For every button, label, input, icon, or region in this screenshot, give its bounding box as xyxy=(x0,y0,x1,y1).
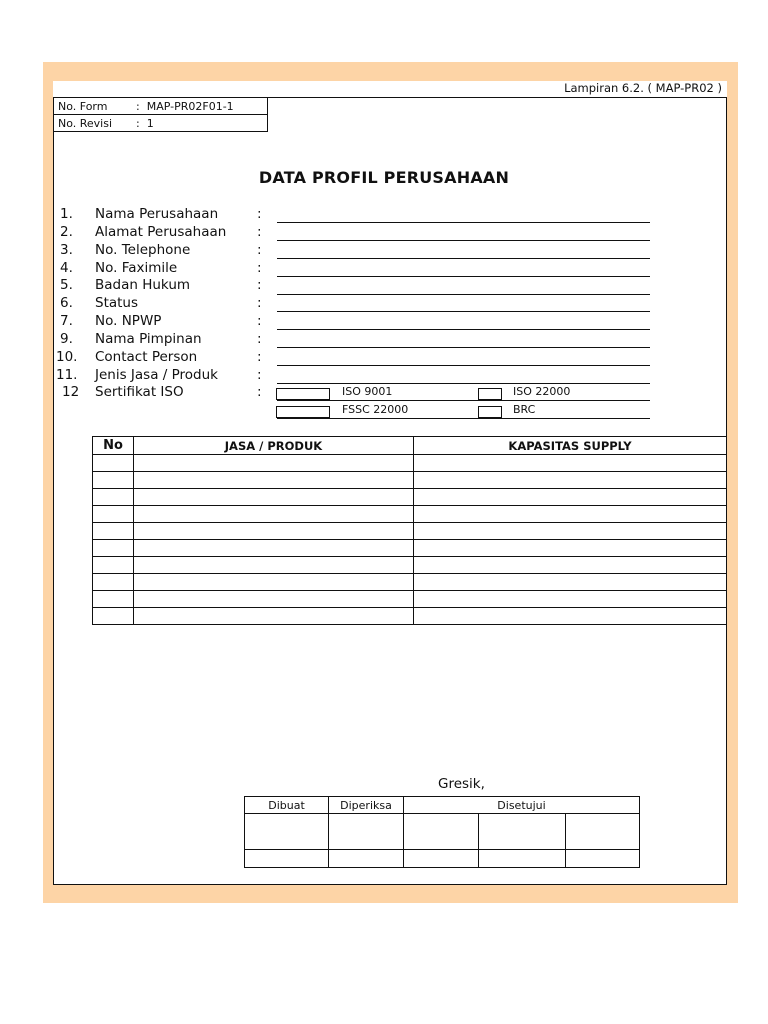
field-label: Nama Pimpinan xyxy=(95,331,202,347)
table-cell[interactable] xyxy=(414,591,727,608)
table-cell[interactable] xyxy=(134,472,414,489)
certification-bottom-line xyxy=(277,418,650,419)
field-label: Badan Hukum xyxy=(95,277,191,293)
table-cell[interactable] xyxy=(93,540,134,557)
form-number-separator: : xyxy=(136,99,140,113)
revision-separator: : xyxy=(136,116,140,130)
table-row xyxy=(93,540,727,557)
table-cell[interactable] xyxy=(93,489,134,506)
revision-row xyxy=(54,115,268,132)
signature-header-row xyxy=(245,797,640,814)
field-input-line[interactable] xyxy=(277,276,650,277)
field-input-line[interactable] xyxy=(277,222,650,223)
table-row xyxy=(93,523,727,540)
table-row xyxy=(93,455,727,472)
form-number-value: MAP-PR02F01-1 xyxy=(146,99,234,113)
field-label: No. Telephone xyxy=(95,242,191,258)
revision-label: No. Revisi xyxy=(58,116,113,130)
field-input-line[interactable] xyxy=(277,365,650,366)
table-cell[interactable] xyxy=(414,540,727,557)
field-colon: : xyxy=(257,349,262,365)
column-header-product: JASA / PRODUK xyxy=(134,437,414,455)
field-number: 7. xyxy=(60,313,73,329)
iso-9001-checkbox[interactable] xyxy=(276,388,330,400)
iso-9001-label: ISO 9001 xyxy=(342,385,393,398)
table-cell[interactable] xyxy=(134,506,414,523)
table-cell[interactable] xyxy=(414,608,727,625)
field-number: 10. xyxy=(56,349,78,365)
table-cell[interactable] xyxy=(134,574,414,591)
table-row xyxy=(93,574,727,591)
field-colon: : xyxy=(257,224,262,240)
signature-name-cell[interactable] xyxy=(566,850,640,868)
field-input-line[interactable] xyxy=(277,329,650,330)
iso-22000-label: ISO 22000 xyxy=(513,385,571,398)
table-cell[interactable] xyxy=(414,489,727,506)
signature-name-cell[interactable] xyxy=(245,850,329,868)
appendix-reference: Lampiran 6.2. ( MAP-PR02 ) xyxy=(564,81,722,95)
field-label: Sertifikat ISO xyxy=(95,384,184,400)
field-number: 6. xyxy=(60,295,73,311)
checked-by-header: Diperiksa xyxy=(329,797,404,814)
field-number: 5. xyxy=(60,277,73,293)
column-header-no: No xyxy=(93,437,134,455)
field-number: 12 xyxy=(62,384,80,400)
table-row xyxy=(93,472,727,489)
form-info-table xyxy=(53,97,268,132)
table-cell[interactable] xyxy=(93,591,134,608)
field-input-line[interactable] xyxy=(277,240,650,241)
field-colon: : xyxy=(257,260,262,276)
table-cell[interactable] xyxy=(134,455,414,472)
table-cell[interactable] xyxy=(414,506,727,523)
table-cell[interactable] xyxy=(93,523,134,540)
field-colon: : xyxy=(257,277,262,293)
table-row xyxy=(93,557,727,574)
table-cell[interactable] xyxy=(134,591,414,608)
approved-by-header: Disetujui xyxy=(404,797,640,814)
iso-22000-checkbox[interactable] xyxy=(478,388,502,400)
table-cell[interactable] xyxy=(414,523,727,540)
signature-table xyxy=(244,796,640,868)
signature-box[interactable] xyxy=(404,814,479,850)
fssc-22000-label: FSSC 22000 xyxy=(342,403,409,416)
table-row xyxy=(93,506,727,523)
signature-box[interactable] xyxy=(329,814,404,850)
certification-divider-line xyxy=(277,400,650,401)
field-number: 9. xyxy=(60,331,73,347)
table-cell[interactable] xyxy=(134,489,414,506)
table-cell[interactable] xyxy=(93,557,134,574)
signature-name-cell[interactable] xyxy=(329,850,404,868)
table-cell[interactable] xyxy=(414,472,727,489)
field-label: Nama Perusahaan xyxy=(95,206,219,222)
field-label: Status xyxy=(95,295,139,311)
field-colon: : xyxy=(257,295,262,311)
signature-box[interactable] xyxy=(566,814,640,850)
table-row xyxy=(93,489,727,506)
signature-name-row xyxy=(245,850,640,868)
fssc-22000-checkbox[interactable] xyxy=(276,406,330,418)
field-number: 3. xyxy=(60,242,73,258)
column-header-capacity: KAPASITAS SUPPLY xyxy=(414,437,727,455)
field-input-line[interactable] xyxy=(277,311,650,312)
form-number-label: No. Form xyxy=(58,99,108,113)
field-input-line[interactable] xyxy=(277,294,650,295)
revision-value: 1 xyxy=(146,116,154,130)
signature-name-cell[interactable] xyxy=(479,850,566,868)
brc-label: BRC xyxy=(513,403,536,416)
field-label: Contact Person xyxy=(95,349,198,365)
field-input-line[interactable] xyxy=(277,258,650,259)
field-label: Alamat Perusahaan xyxy=(95,224,227,240)
field-colon: : xyxy=(257,242,262,258)
brc-checkbox[interactable] xyxy=(478,406,502,418)
table-cell[interactable] xyxy=(93,608,134,625)
table-cell[interactable] xyxy=(93,574,134,591)
table-cell[interactable] xyxy=(414,455,727,472)
table-row xyxy=(93,608,727,625)
field-number: 4. xyxy=(60,260,73,276)
field-input-line[interactable] xyxy=(277,383,650,384)
field-colon: : xyxy=(257,384,262,400)
table-cell[interactable] xyxy=(134,540,414,557)
field-input-line[interactable] xyxy=(277,347,650,348)
products-table xyxy=(92,436,727,625)
form-number-row xyxy=(54,98,268,115)
table-cell[interactable] xyxy=(134,557,414,574)
document-title: DATA PROFIL PERUSAHAAN xyxy=(258,168,510,187)
field-label: Jenis Jasa / Produk xyxy=(95,367,218,383)
signature-box[interactable] xyxy=(245,814,329,850)
field-colon: : xyxy=(257,313,262,329)
field-colon: : xyxy=(257,331,262,347)
table-cell[interactable] xyxy=(93,455,134,472)
signature-city: Gresik, xyxy=(438,776,485,792)
table-cell[interactable] xyxy=(134,608,414,625)
signature-box[interactable] xyxy=(479,814,566,850)
field-number: 11. xyxy=(56,367,78,383)
table-cell[interactable] xyxy=(414,574,727,591)
field-colon: : xyxy=(257,367,262,383)
made-by-header: Dibuat xyxy=(245,797,329,814)
field-label: No. NPWP xyxy=(95,313,162,329)
products-table-header xyxy=(93,437,727,455)
field-label: No. Faximile xyxy=(95,260,178,276)
table-cell[interactable] xyxy=(93,472,134,489)
field-number: 1. xyxy=(60,206,73,222)
table-cell[interactable] xyxy=(414,557,727,574)
table-row xyxy=(93,591,727,608)
signature-space-row xyxy=(245,814,640,850)
table-cell[interactable] xyxy=(93,506,134,523)
table-cell[interactable] xyxy=(134,523,414,540)
field-number: 2. xyxy=(60,224,73,240)
field-colon: : xyxy=(257,206,262,222)
signature-name-cell[interactable] xyxy=(404,850,479,868)
